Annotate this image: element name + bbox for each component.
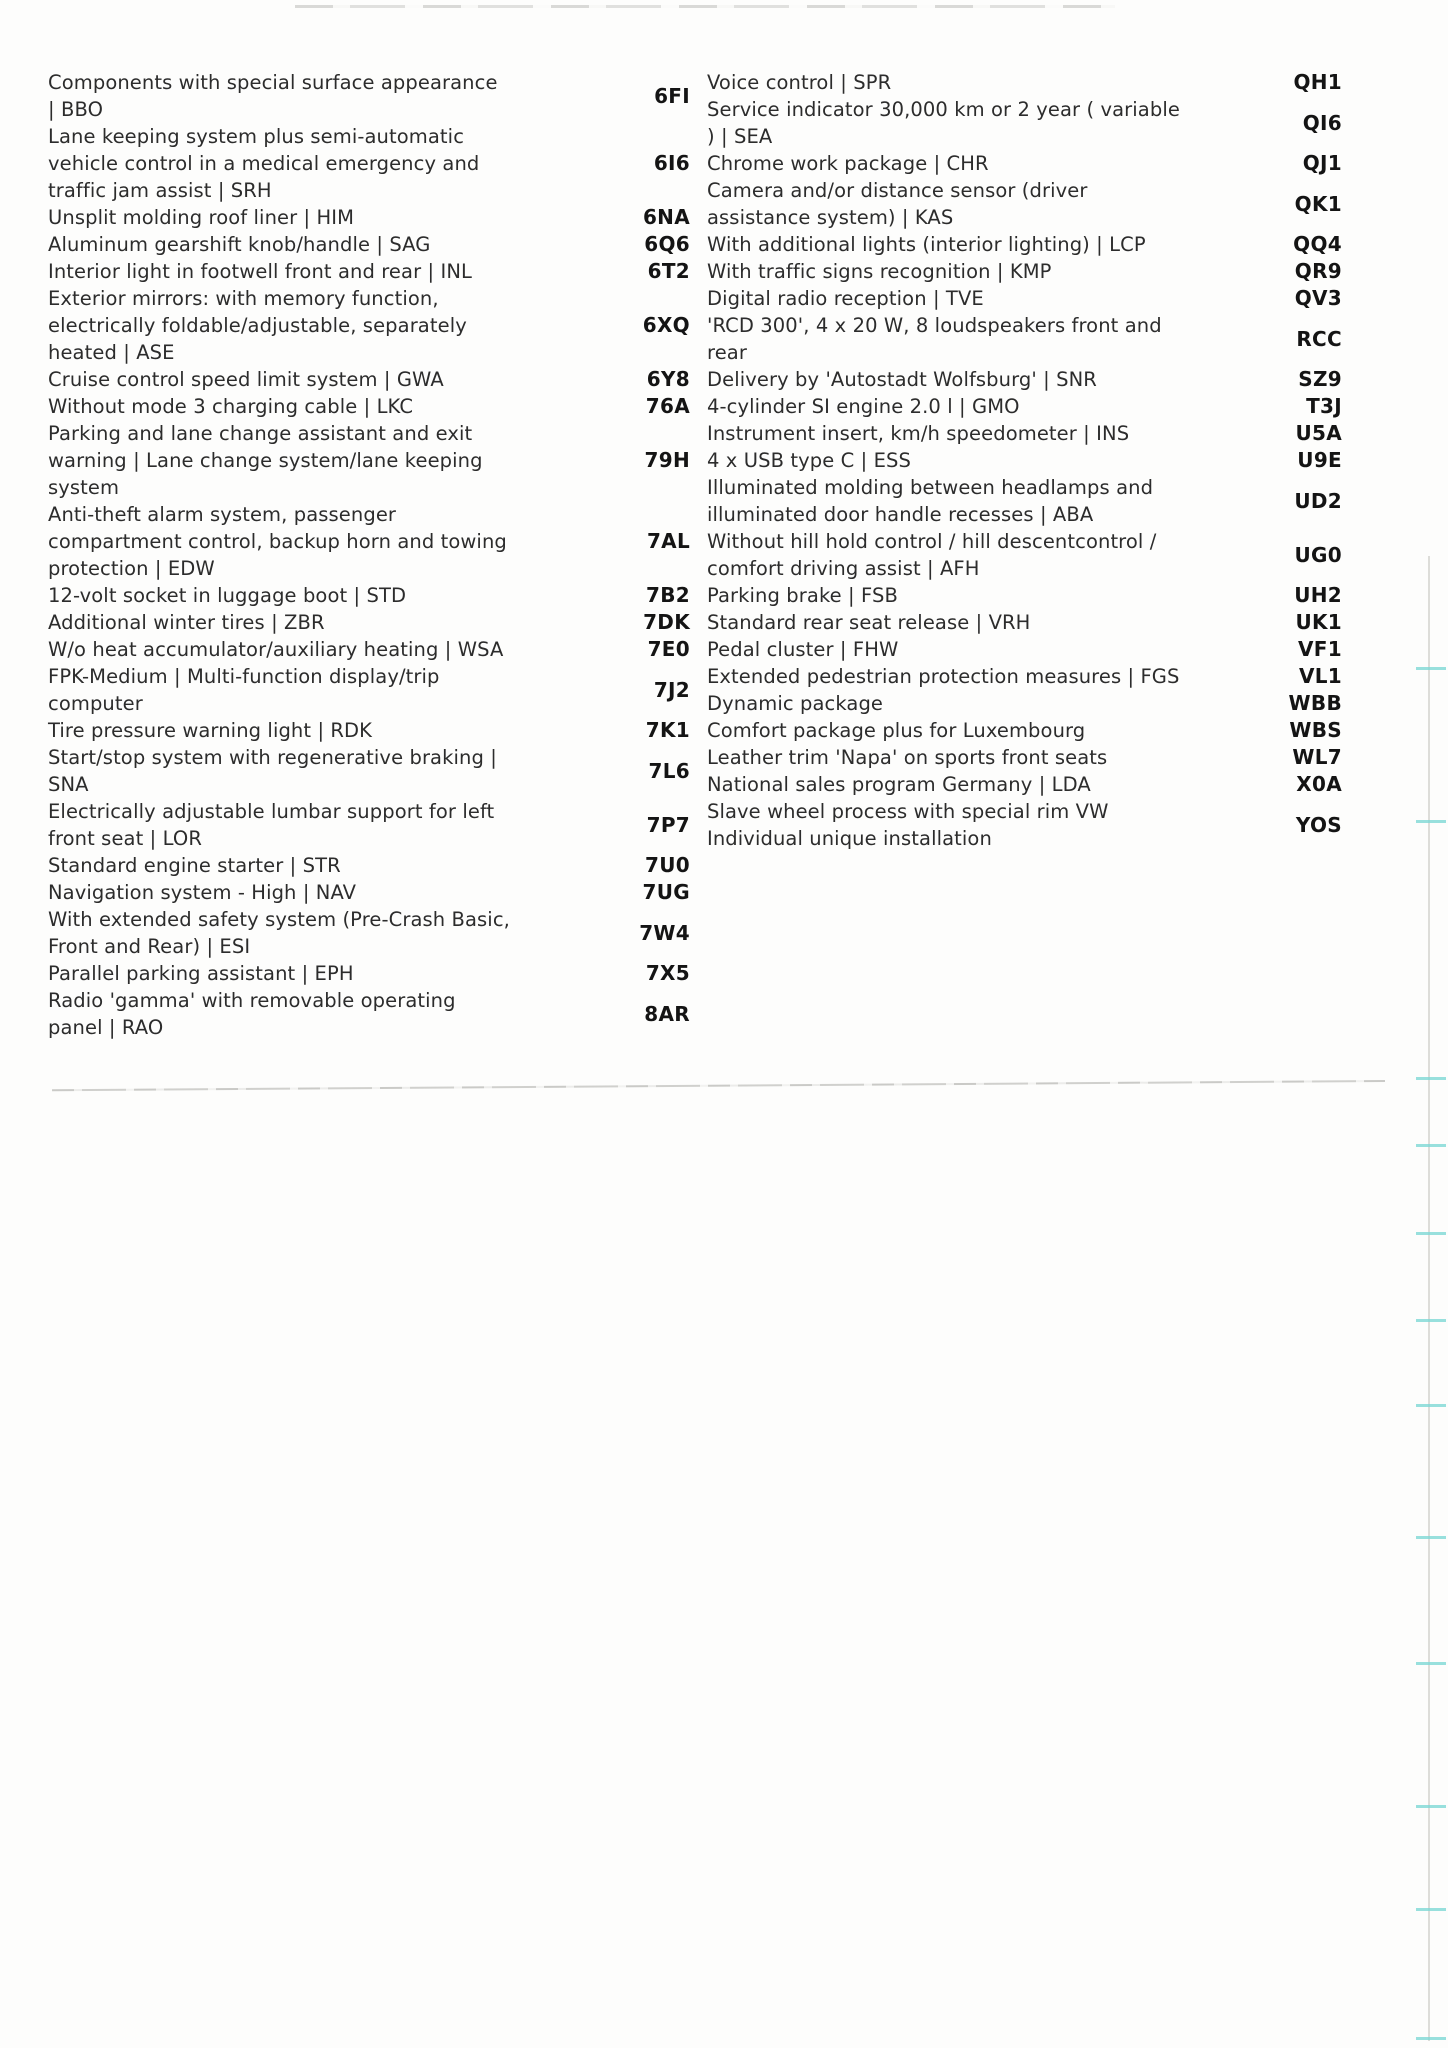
option-description: Tire pressure warning light | RDK [48,719,373,742]
option-code: 7P7 [646,812,690,837]
option-description: Interior light in footwell front and rear | INL [48,260,472,283]
option-code: 6NA [642,205,690,229]
option-row [707,582,1342,609]
option-row [707,771,1342,798]
option-row [48,204,690,231]
options-list-right-column [707,69,1342,852]
option-description: With traffic signs recognition | KMP [707,260,1052,283]
option-description: Exterior mirrors: with memory function, electrically foldable/adjustable, separately heated | ASE [48,287,467,364]
option-row [48,744,690,798]
top-scan-artifact-line [295,5,1115,8]
option-row [707,285,1342,312]
option-description: Parallel parking assistant | EPH [48,962,354,985]
option-description: Instrument insert, km/h speedometer | INS [707,422,1130,445]
option-row [48,285,690,366]
option-description: Components with special surface appearance | BBO [48,71,498,121]
option-description: Without mode 3 charging cable | LKC [48,395,414,418]
edge-tick-mark [1416,1232,1446,1235]
option-code: QR9 [1294,259,1342,283]
option-code: RCC [1296,326,1342,351]
option-code: 6FI [654,83,690,108]
option-code: 7J2 [653,677,690,702]
option-row [707,447,1342,474]
option-code: 7AL [646,529,690,553]
option-code: X0A [1296,772,1342,796]
option-row [707,150,1342,177]
option-code: UK1 [1295,610,1342,634]
option-row [48,906,690,960]
option-code: QH1 [1293,70,1342,94]
option-code: 6Y8 [646,367,690,391]
option-description: Anti-theft alarm system, passenger compartment control, backup horn and towing protection | EDW [48,503,507,580]
option-code: 7E0 [647,637,690,661]
option-row [48,231,690,258]
edge-tick-mark [1416,1805,1446,1808]
option-row [48,366,690,393]
edge-tick-mark [1416,1404,1446,1407]
option-code: SZ9 [1298,367,1342,391]
edge-tick-mark [1416,1077,1446,1080]
edge-tick-mark [1416,2037,1446,2040]
option-code: 6Q6 [644,232,690,256]
option-code: WBB [1288,691,1342,715]
option-description: Cruise control speed limit system | GWA [48,368,444,391]
option-description: Lane keeping system plus semi-automatic vehicle control in a medical emergency and traffic jam assist | SRH [48,125,480,202]
option-description: 4-cylinder SI engine 2.0 l | GMO [707,395,1020,418]
option-description: Extended pedestrian protection measures | FGS [707,665,1180,688]
option-description: Illuminated molding between headlamps and illuminated door handle recesses | ABA [707,476,1154,526]
option-row [48,717,690,744]
option-description: Electrically adjustable lumbar support for left front seat | LOR [48,800,495,850]
option-code: QK1 [1294,191,1342,216]
option-code: 7UG [642,880,690,904]
option-description: Standard rear seat release | VRH [707,611,1031,634]
option-description: 'RCD 300', 4 x 20 W, 8 loudspeakers front and rear [707,314,1162,364]
option-description: National sales program Germany | LDA [707,773,1091,796]
option-row [48,987,690,1041]
option-description: Parking brake | FSB [707,584,898,607]
option-row [707,798,1342,852]
option-row [707,366,1342,393]
option-code: 7B2 [646,583,690,607]
option-code: VF1 [1298,637,1342,661]
option-row [48,663,690,717]
option-row [48,798,690,852]
option-code: 6I6 [653,151,690,175]
option-code: QJ1 [1302,151,1342,175]
right-edge-scan-line [1428,556,1430,2041]
option-code: 76A [645,394,690,418]
option-row [48,123,690,204]
bottom-divider-line [52,1080,1385,1091]
option-description: Navigation system - High | NAV [48,881,357,904]
option-description: With additional lights (interior lighting) | LCP [707,233,1146,256]
option-row [707,717,1342,744]
option-row [48,258,690,285]
option-code: T3J [1306,394,1342,418]
edge-tick-mark [1416,1536,1446,1539]
option-row [707,420,1342,447]
option-code: 6T2 [647,259,690,283]
option-row [707,474,1342,528]
option-description: Camera and/or distance sensor (driver assistance system) | KAS [707,179,1088,229]
option-row [48,852,690,879]
option-description: Delivery by 'Autostadt Wolfsburg' | SNR [707,368,1097,391]
option-code: VL1 [1298,664,1342,688]
option-description: Comfort package plus for Luxembourg [707,719,1086,742]
option-description: Voice control | SPR [707,71,892,94]
option-code: UH2 [1294,583,1342,607]
option-row [707,636,1342,663]
option-code: 79H [644,448,690,472]
option-code: 8AR [644,1001,690,1026]
option-code: YOS [1295,812,1342,837]
option-code: QQ4 [1293,232,1342,256]
option-code: UD2 [1294,488,1342,513]
option-description: Aluminum gearshift knob/handle | SAG [48,233,431,256]
edge-tick-mark [1416,1319,1446,1322]
option-row [48,393,690,420]
option-description: Start/stop system with regenerative braking | SNA [48,746,497,796]
option-row [48,636,690,663]
option-description: Without hill hold control / hill descentcontrol / comfort driving assist | AFH [707,530,1157,580]
option-description: Parking and lane change assistant and exit warning | Lane change system/lane keeping system [48,422,483,499]
option-description: W/o heat accumulator/auxiliary heating | WSA [48,638,504,661]
option-description: Digital radio reception | TVE [707,287,984,310]
option-description: With extended safety system (Pre-Crash Basic, Front and Rear) | ESI [48,908,510,958]
option-row [707,69,1342,96]
option-row [707,744,1342,771]
option-row [707,393,1342,420]
option-code: 7W4 [639,920,690,945]
option-row [707,609,1342,636]
option-code: QI6 [1302,110,1342,135]
option-code: QV3 [1294,286,1342,310]
option-row [707,663,1342,690]
option-code: 7DK [643,610,690,634]
option-row [48,609,690,636]
option-row [707,312,1342,366]
option-description: Unsplit molding roof liner | HIM [48,206,355,229]
option-code: 6XQ [642,313,690,337]
option-code: 7K1 [645,718,690,742]
option-row [48,501,690,582]
option-code: 7U0 [645,853,690,877]
option-description: Leather trim 'Napa' on sports front seats [707,746,1108,769]
options-list-left-column [48,69,690,1041]
option-row [707,258,1342,285]
option-row [48,69,690,123]
edge-tick-mark [1416,1908,1446,1911]
option-description: Slave wheel process with special rim VW Individual unique installation [707,800,1109,850]
option-row [707,231,1342,258]
edge-tick-mark [1416,667,1446,670]
option-description: 4 x USB type C | ESS [707,449,911,472]
option-row [48,879,690,906]
option-code: WBS [1289,718,1342,742]
option-description: FPK-Medium | Multi-function display/trip computer [48,665,440,715]
option-description: Chrome work package | CHR [707,152,989,175]
edge-tick-mark [1416,1144,1446,1147]
option-code: U5A [1295,421,1342,445]
option-description: Additional winter tires | ZBR [48,611,325,634]
edge-tick-mark [1416,1662,1446,1665]
option-row [48,420,690,501]
option-row [707,96,1342,150]
option-code: U9E [1297,448,1342,472]
option-row [48,960,690,987]
edge-tick-mark [1416,820,1446,823]
option-code: UG0 [1294,542,1342,567]
option-description: Pedal cluster | FHW [707,638,899,661]
option-row [707,177,1342,231]
option-description: Standard engine starter | STR [48,854,341,877]
option-description: Dynamic package [707,692,884,715]
option-code: WL7 [1292,745,1342,769]
option-row [48,582,690,609]
option-description: Service indicator 30,000 km or 2 year ( variable ) | SEA [707,98,1180,148]
option-code: 7L6 [648,758,690,783]
option-code: 7X5 [645,961,690,985]
option-description: Radio 'gamma' with removable operating panel | RAO [48,989,456,1039]
option-description: 12-volt socket in luggage boot | STD [48,584,407,607]
option-row [707,528,1342,582]
option-row [707,690,1342,717]
